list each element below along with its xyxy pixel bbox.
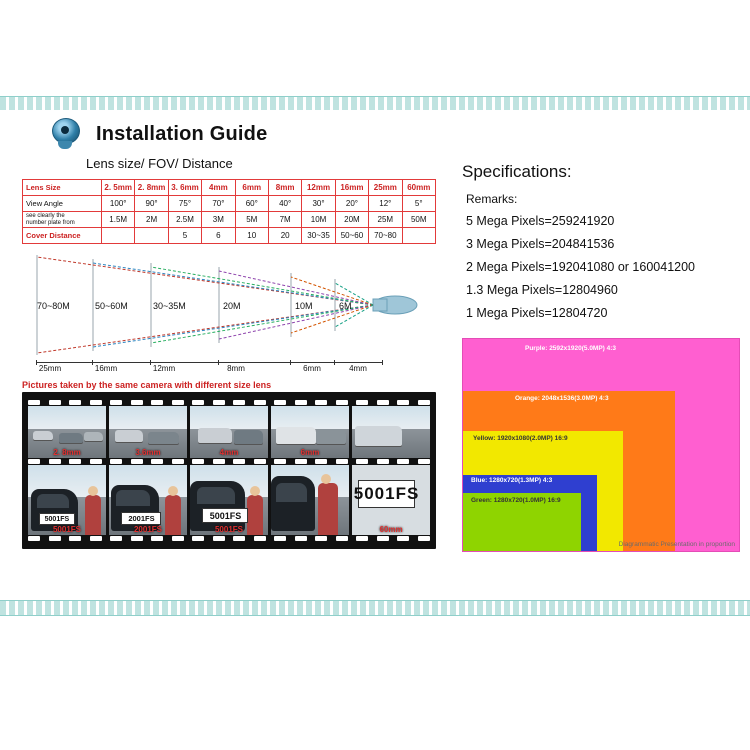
photo-tag: 2001FS [133,525,163,534]
photo-tag: 5001FS [214,525,244,534]
remark-line: 1.3 Mega Pixels=12804960 [466,283,618,297]
guide-header [50,118,444,150]
film-row-2 [28,465,430,535]
cell: 60° [235,196,268,212]
cell: 50~60 [335,228,368,244]
cell: 20 [268,228,301,244]
cell: 2. 8mm [135,180,168,196]
photo-cell [109,406,187,458]
lens-spec-table [22,179,436,244]
guide-subtitle: Lens size/ FOV/ Distance [86,156,233,171]
photo-cell [352,406,430,458]
fov-ray-diagram [22,250,438,360]
ruler-label: 12mm [152,364,176,373]
row-label: View Angle [23,196,102,212]
cell: 6 [202,228,235,244]
cell: 40° [268,196,301,212]
row-label: Cover Distance [23,228,102,244]
distance-label: 10M [295,301,313,311]
film-caption: Pictures taken by the same camera with different size lens [22,380,272,390]
resolution-footnote: Diagrammatic Presentation in proportion [618,541,735,548]
distance-label: 50~60M [95,301,128,311]
table-row [23,212,436,228]
cell: 2M [135,212,168,228]
content-area [0,110,750,600]
cell: 25mm [369,180,402,196]
cell: 60mm [402,180,435,196]
cell: 2. 5mm [102,180,135,196]
ruler-label: 16mm [94,364,118,373]
cell: 20° [335,196,368,212]
resolution-label-orange: Orange: 2048x1536(3.0MP) 4:3 [515,395,609,402]
cell: 6mm [235,180,268,196]
resolution-comparison-diagram [462,338,740,552]
license-plate: 2001FS [121,512,161,525]
film-strip [22,392,436,549]
film-row-1 [28,406,430,458]
remarks-label: Remarks: [466,192,518,206]
photo-cell [28,465,106,535]
photo-tag: 6mm [300,448,320,457]
license-plate: 5001FS [202,508,248,523]
row-label: see clearly the number plate from [23,212,102,228]
cell: 5 [168,228,201,244]
decorative-band-bottom [0,600,750,616]
photo-tag: 5001FS [52,525,82,534]
ruler-label: 6mm [303,364,321,373]
cell [402,228,435,244]
cell: 30~35 [302,228,335,244]
row-label: Lens Size [23,180,102,196]
cell: 30° [302,196,335,212]
cell: 2.5M [168,212,201,228]
cell: 3M [202,212,235,228]
resolution-label-yellow: Yellow: 1920x1080(2.0MP) 16:9 [473,435,568,442]
cell: 10M [302,212,335,228]
remark-line: 5 Mega Pixels=259241920 [466,214,615,228]
license-plate: 5001FS [358,480,415,508]
distance-label: 6M [339,301,352,311]
cell: 25M [369,212,402,228]
table-row [23,228,436,244]
film-perforations-middle [28,459,430,464]
photo-cell [190,465,268,535]
photo-cell [352,465,430,535]
remark-line: 3 Mega Pixels=204841536 [466,237,615,251]
cell: 100° [102,196,135,212]
installation-guide-section [14,118,444,549]
ruler-label: 8mm [227,364,245,373]
cell: 5M [235,212,268,228]
photo-cell [190,406,268,458]
resolution-label-purple: Purple: 2592x1920(5.0MP) 4:3 [525,345,617,352]
cell: 10 [235,228,268,244]
cell: 1.5M [102,212,135,228]
page-title: Installation Guide [96,122,268,145]
ruler-label: 25mm [38,364,62,373]
ruler-label: 4mm [349,364,367,373]
table-row [23,196,436,212]
cell: 20M [335,212,368,228]
license-plate: 5001FS [39,513,75,525]
webcam-icon [50,118,82,150]
photo-cell [271,465,349,535]
remark-line: 2 Mega Pixels=192041080 or 160041200 [466,260,696,274]
resolution-label-green: Green: 1280x720(1.0MP) 16:9 [471,497,561,504]
remark-line: 1 Mega Pixels=12804720 [466,306,608,320]
cell: 75° [168,196,201,212]
film-perforations-top [28,400,430,405]
resolution-label-blue: Blue: 1280x720(1.3MP) 4:3 [471,477,553,484]
cell: 90° [135,196,168,212]
photo-tag: 3.6mm [135,448,161,457]
cell: 16mm [335,180,368,196]
table-row [23,180,436,196]
cell: 12° [369,196,402,212]
fov-diagram-svg [23,251,437,359]
cell: 70° [202,196,235,212]
cell: 12mm [302,180,335,196]
cell: 8mm [268,180,301,196]
cell: 5° [402,196,435,212]
cell: 50M [402,212,435,228]
cell: 7M [268,212,301,228]
cell [102,228,135,244]
distance-label: 20M [223,301,241,311]
cell: 4mm [202,180,235,196]
distance-label: 70~80M [37,301,70,311]
specifications-section [462,162,740,552]
film-perforations-bottom [28,536,430,541]
photo-tag: 2. 8mm [53,448,81,457]
photo-cell [109,465,187,535]
photo-cell [271,406,349,458]
cell: 70~80 [369,228,402,244]
lens-size-ruler [22,360,436,376]
specifications-title: Specifications: [462,162,572,181]
photo-cell [28,406,106,458]
cell [135,228,168,244]
cell: 3. 6mm [168,180,201,196]
distance-label: 30~35M [153,301,186,311]
photo-tag: 4mm [219,448,239,457]
photo-tag: 60mm [379,525,403,534]
